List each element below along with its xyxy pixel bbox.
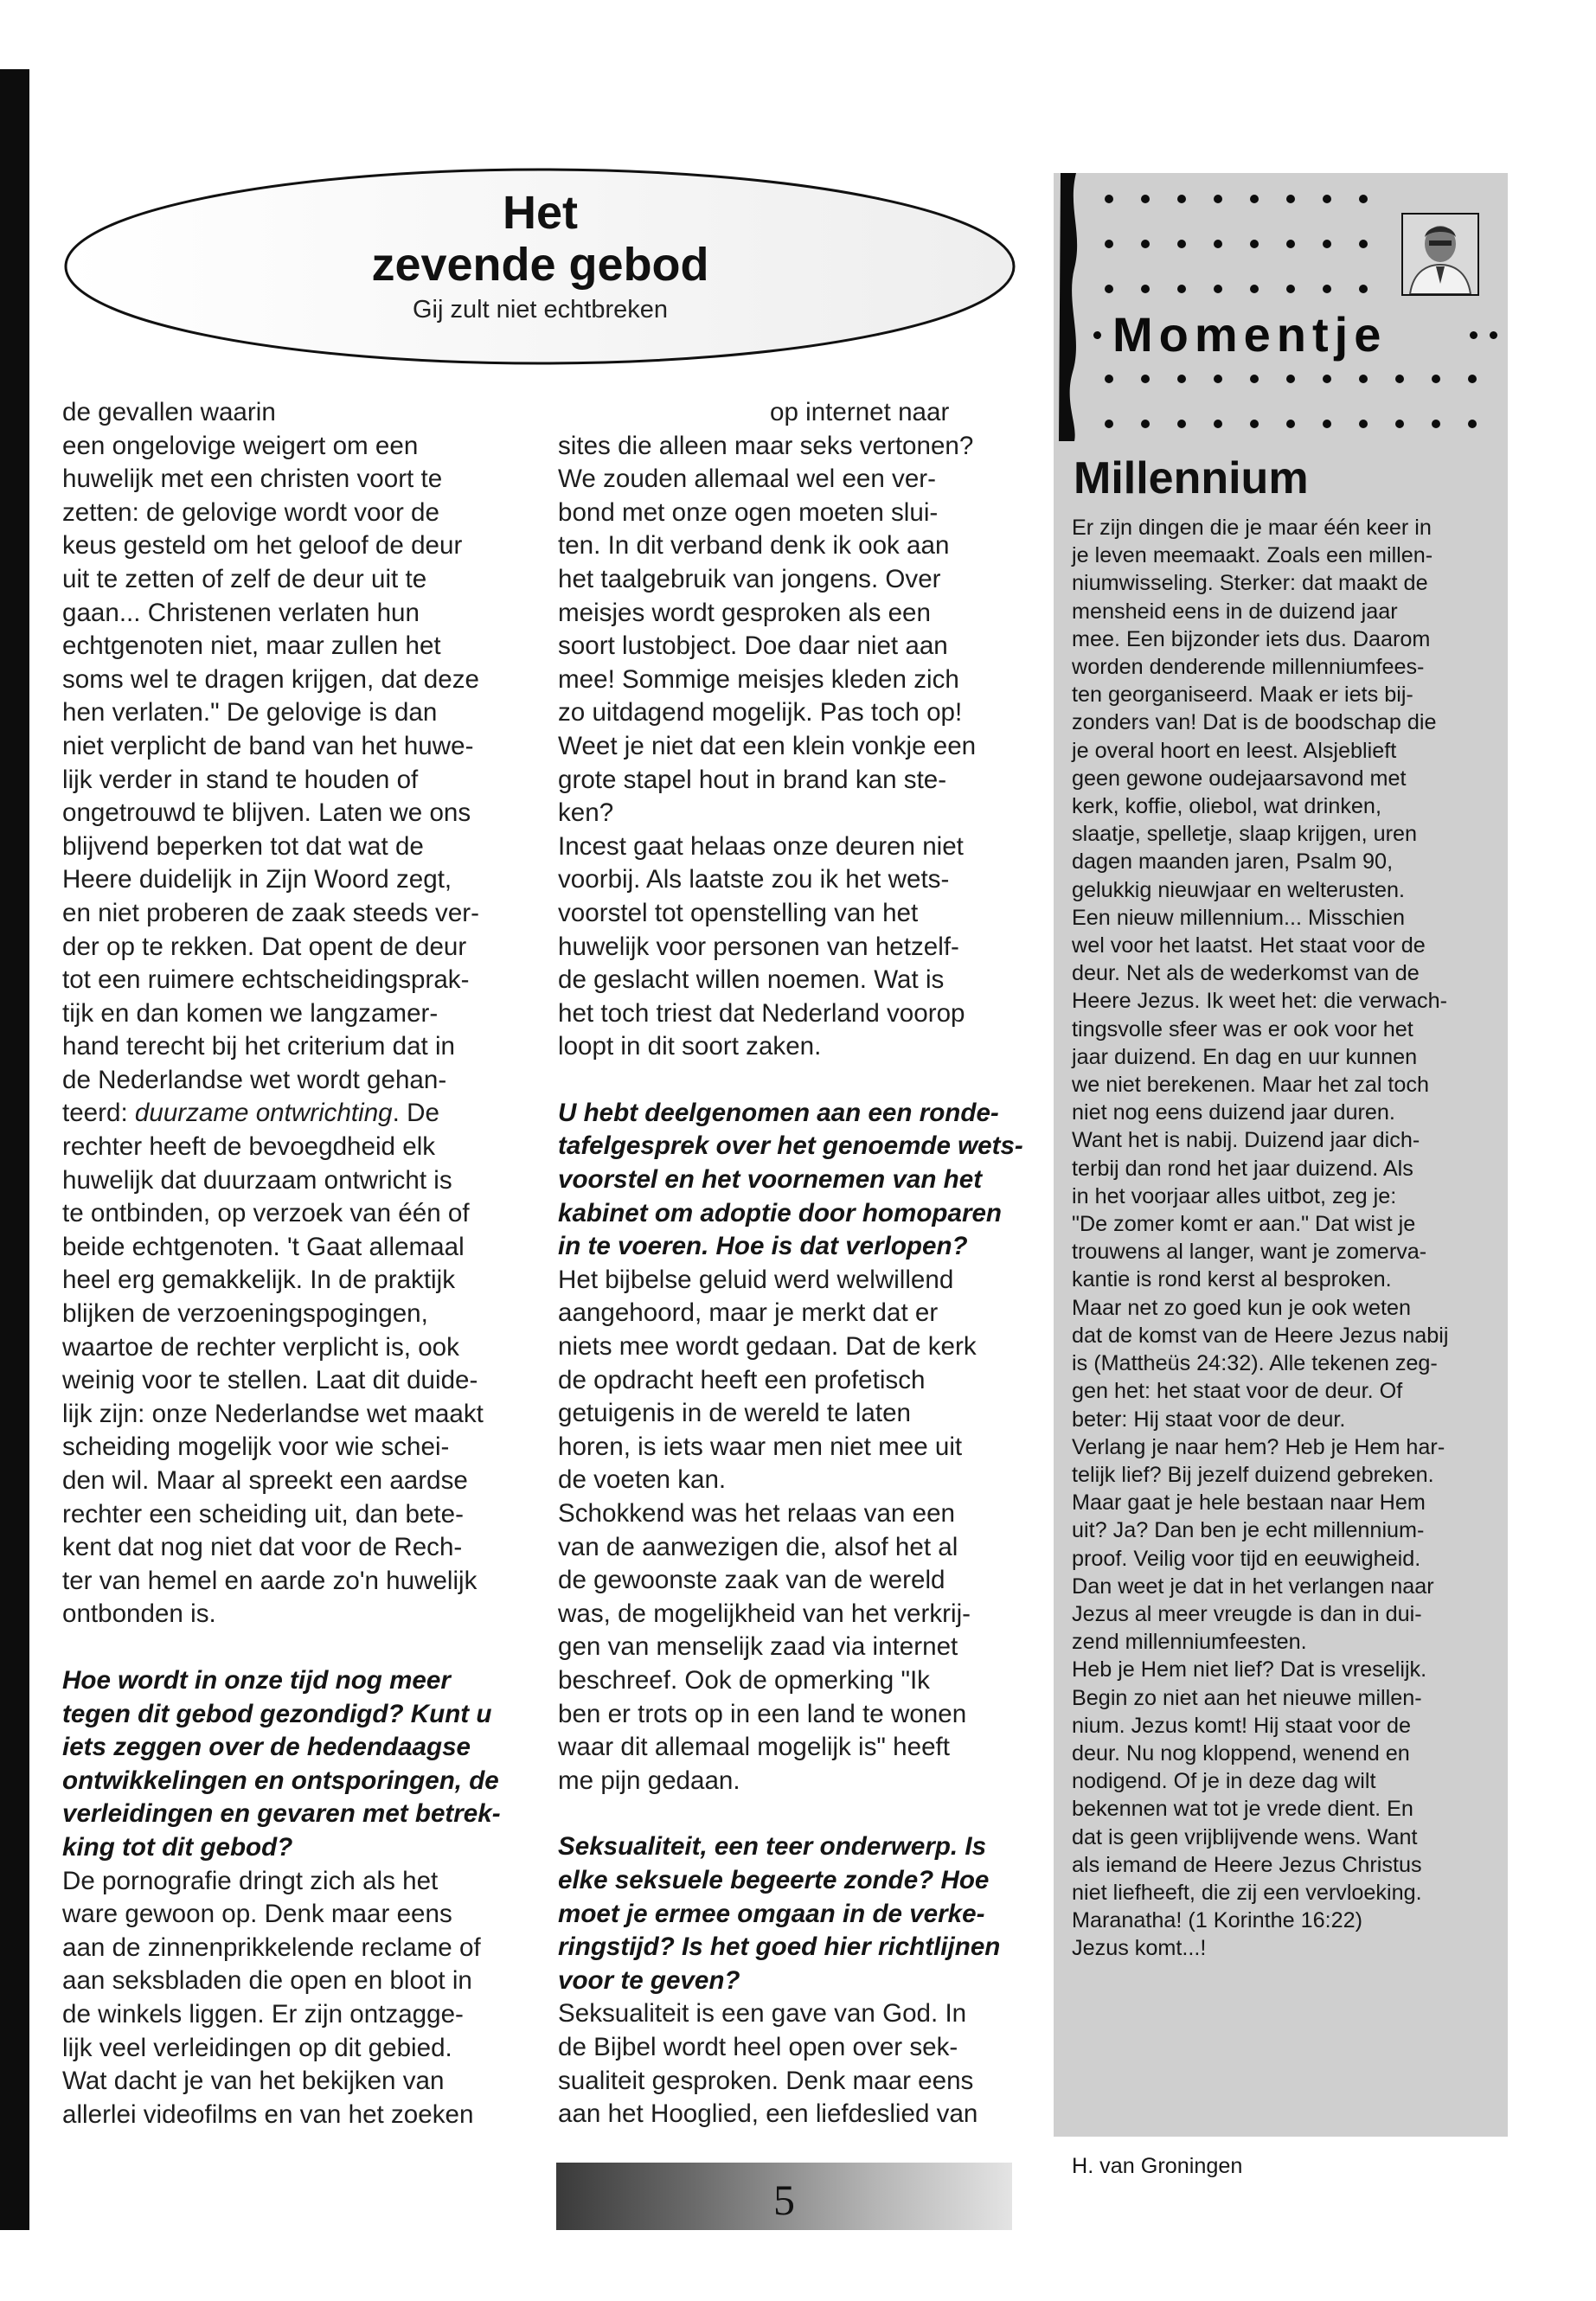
col1-paragraph-1 — [62, 396, 529, 1097]
decorative-dot — [1141, 285, 1150, 293]
text-line: lijk veel verleidingen op dit gebied. — [62, 2033, 452, 2062]
text-line: keus gesteld om het geloof de deur — [62, 531, 463, 561]
text-line: telijk lief? Bij jezelf duizend gebreken. — [1072, 1462, 1434, 1487]
text-line: wel voor het laatst. Het staat voor de — [1072, 933, 1426, 958]
article-subtitle: Gij zult niet echtbreken — [413, 296, 668, 324]
text-line: is (Mattheüs 24:32). Alle tekenen zeg- — [1072, 1351, 1438, 1376]
text-line: sites die alleen maar seks vertonen? — [558, 431, 974, 460]
text-line: als iemand de Heere Jezus Christus — [1072, 1852, 1422, 1877]
page-number-bar — [556, 2163, 1012, 2230]
text-line: zo uitdagend mogelijk. Pas toch op! — [558, 698, 963, 727]
text-line: Begin zo niet aan het nieuwe millen- — [1072, 1685, 1422, 1710]
decorative-dot — [1468, 375, 1477, 383]
text-line: proof. Veilig voor tijd en eeuwigheid. — [1072, 1546, 1421, 1571]
text-line: lijk verder in stand te houden of — [62, 765, 419, 794]
col2-interview-question-2 — [558, 1830, 1021, 1997]
text-line: deur. Nu nog kloppend, wenend en — [1072, 1740, 1410, 1766]
text-line: echtgenoten niet, maar zullen het — [62, 631, 441, 661]
text-line: We zouden allemaal wel een ver- — [558, 465, 937, 494]
text-line: een ongelovige weigert om een — [62, 431, 419, 460]
decorative-dot — [1177, 285, 1186, 293]
text-line: kantie is rond kerst al besproken. — [1072, 1267, 1392, 1292]
text-line: je leven meemaakt. Zoals een millen- — [1072, 543, 1433, 568]
article-header — [62, 164, 1018, 368]
text-line: tingsvolle sfeer was er ook voor het — [1072, 1016, 1413, 1042]
text-line: in te voeren. Hoe is dat verlopen? — [558, 1232, 968, 1261]
text-line: niet verplicht de band van het huwe- — [62, 731, 474, 760]
decorative-dot — [1177, 420, 1186, 428]
text-line: de Nederlandse wet wordt gehan- — [62, 1065, 447, 1094]
text-line: Seksualiteit, een teer onderwerp. Is — [558, 1832, 987, 1862]
text-line: de gewoonste zaak van de wereld — [558, 1566, 945, 1595]
text-line: ongetrouwd te blijven. Laten we ons — [62, 798, 471, 828]
col1-paragraph-2 — [62, 1131, 529, 1631]
text-line: trouwens al langer, want je zomerva- — [1072, 1240, 1427, 1265]
text-line: van de aanwezigen die, alsof het al — [558, 1532, 958, 1561]
decorative-dot — [1323, 195, 1331, 203]
text-line: elke seksuele begeerte zonde? Hoe — [558, 1865, 990, 1894]
text-line: weinig voor te stellen. Laat dit duide- — [62, 1366, 478, 1395]
text-line: ware gewoon op. Denk maar eens — [62, 1900, 452, 1929]
text-line: ken? — [558, 798, 614, 828]
article-title-line1: Het — [502, 187, 578, 239]
text-line: blijvend beperken tot dat wat de — [62, 831, 424, 861]
page-bottom-margin — [0, 2230, 1596, 2301]
decorative-dot — [1468, 420, 1477, 428]
decorative-dot — [1214, 240, 1222, 248]
text-line: de gevallen waarin — [62, 398, 276, 426]
col2-paragraph-3 — [558, 1997, 1021, 2131]
text-line: hen verlaten." De gelovige is dan — [62, 698, 438, 727]
decorative-dot — [1359, 195, 1368, 203]
text-line: Het bijbelse geluid werd welwillend — [558, 1265, 954, 1294]
text-line: soms wel te dragen krijgen, dat deze — [62, 664, 479, 694]
text-line: ten georganiseerd. Maak er iets bij- — [1072, 683, 1413, 708]
text-line: De pornografie dringt zich als het — [62, 1866, 439, 1895]
text-line: Een nieuw millennium... Misschien — [1072, 905, 1405, 930]
decorative-dot — [1359, 420, 1368, 428]
text-line: waar dit allemaal mogelijk is" heeft — [558, 1733, 950, 1762]
text-line: Verlang je naar hem? Heb je Hem har- — [1072, 1434, 1445, 1459]
page-number: 5 — [773, 2176, 795, 2224]
text-line: niet nog eens duizend jaar duren. — [1072, 1100, 1395, 1125]
text-line: ringstijd? Is het goed hier richtlijnen — [558, 1932, 1001, 1962]
decorative-dot — [1359, 375, 1368, 383]
decorative-dot — [1105, 420, 1113, 428]
decorative-dot — [1214, 285, 1222, 293]
author-signature: H. van Groningen — [1072, 2154, 1243, 2178]
text-line: voorstel tot openstelling van het — [558, 898, 919, 927]
text-line: heel erg gemakkelijk. In de praktijk — [62, 1266, 455, 1295]
decorative-dot — [1432, 420, 1440, 428]
text-line: verleidingen en gevaren met betrek- — [62, 1799, 501, 1829]
text-line: aan de zinnenprikkelende reclame of — [62, 1932, 481, 1962]
text-line: dat de komst van de Heere Jezus nabij — [1072, 1323, 1449, 1348]
text-line: niets mee wordt gedaan. Dat de kerk — [558, 1332, 977, 1362]
text-line: soort lustobject. Doe daar niet aan — [558, 631, 948, 661]
text-line: voorstel en het voornemen van het — [558, 1165, 983, 1195]
page-edge-bar — [0, 69, 29, 2232]
decorative-dot — [1141, 195, 1150, 203]
col2-paragraph-2 — [558, 1264, 1021, 1798]
text-line: loopt in dit soort zaken. — [558, 1032, 822, 1061]
text-line: gen het: het staat voor de deur. Of — [1072, 1379, 1403, 1404]
text-line: getuigenis in de wereld te laten — [558, 1399, 912, 1428]
text-line: je overal hoort en leest. Alsjeblieft — [1072, 738, 1397, 763]
text-line: Incest gaat helaas onze deuren niet — [558, 831, 964, 861]
text-line: tegen dit gebod gezondigd? Kunt u — [62, 1699, 492, 1728]
text-line: Maar net zo goed kun je ook weten — [1072, 1295, 1412, 1320]
text-line: me pijn gedaan. — [558, 1766, 740, 1795]
text-line: Heere Jezus. Ik weet het: die verwach- — [1072, 989, 1447, 1014]
text-line: ten. In dit verband denk ik ook aan — [558, 531, 950, 561]
col2-interview-question-1 — [558, 1097, 1021, 1264]
text-line: sualiteit gesproken. Denk maar eens — [558, 2066, 974, 2095]
text-line: Jezus komt...! — [1072, 1936, 1207, 1961]
decorative-dot — [1214, 420, 1222, 428]
text-line: het toch triest dat Nederland voorop — [558, 998, 965, 1028]
text-line: niet liefheeft, die zij een vervloeking. — [1072, 1880, 1422, 1905]
text-line: mee! Sommige meisjes kleden zich — [558, 664, 959, 694]
text-line: Want het is nabij. Duizend jaar dich- — [1072, 1128, 1420, 1153]
text-line: lijk zijn: onze Nederlandse wet maakt — [62, 1399, 484, 1428]
text-line: kabinet om adoptie door homoparen — [558, 1198, 1002, 1227]
text-line: Heere duidelijk in Zijn Woord zegt, — [62, 865, 452, 894]
col1-interview-question — [62, 1664, 529, 1865]
decorative-dot — [1359, 285, 1368, 293]
banner-dot — [1093, 331, 1101, 339]
text-line: waartoe de rechter verplicht is, ook — [62, 1332, 459, 1362]
text-line: beter: Hij staat voor de deur. — [1072, 1407, 1346, 1432]
momentje-banner — [1057, 173, 1507, 450]
banner-dot — [1470, 331, 1477, 339]
text-line: het taalgebruik van jongens. Over — [558, 564, 941, 593]
text-line: aangehoord, maar je merkt dat er — [558, 1298, 939, 1328]
decorative-dot — [1250, 375, 1259, 383]
author-photo — [1401, 213, 1479, 296]
text-line: Heb je Hem niet lief? Dat is vreselijk. — [1072, 1657, 1427, 1682]
text-line: moet je ermee omgaan in de verke- — [558, 1899, 985, 1928]
text-column-1 — [62, 396, 529, 2131]
text-line: dat is geen vrijblijvende wens. Want — [1072, 1824, 1418, 1849]
col1-text: teerd: — [62, 1099, 135, 1128]
text-line: aan het Hooglied, een liefdeslied van — [558, 2099, 978, 2129]
text-line: iets zeggen over de hedendaagse — [62, 1733, 471, 1762]
wave-bar-decoration — [1057, 173, 1092, 441]
decorative-dot — [1286, 375, 1295, 383]
text-line: U hebt deelgenomen aan een ronde- — [558, 1098, 999, 1127]
text-line: in het voorjaar alles uitbot, zeg je: — [1072, 1183, 1397, 1208]
text-column-2 — [558, 396, 1021, 2131]
text-line: Wat dacht je van het bekijken van — [62, 2067, 445, 2096]
sidebar-title: Millennium — [1074, 453, 1309, 503]
text-line: meisjes wordt gesproken als een — [558, 598, 931, 627]
text-line: scheiding mogelijk voor wie schei- — [62, 1433, 450, 1462]
text-line: de winkels liggen. Er zijn ontzagge- — [62, 1999, 464, 2029]
decorative-dot — [1214, 375, 1222, 383]
text-line: der op te rekken. Dat opent de deur — [62, 932, 467, 961]
text-line: aan seksbladen die open en bloot in — [62, 1966, 472, 1996]
text-line: grote stapel hout in brand kan ste- — [558, 765, 947, 794]
text-line: Weet je niet dat een klein vonkje een — [558, 731, 977, 760]
text-line: tafelgesprek over het genoemde wets- — [558, 1131, 1023, 1161]
col2-paragraph-1 — [558, 430, 1021, 1064]
decorative-dot — [1286, 240, 1295, 248]
text-line: huwelijk met een christen voort te — [62, 465, 443, 494]
text-line: ontwikkelingen en ontsporingen, de — [62, 1766, 499, 1795]
decorative-dot — [1141, 420, 1150, 428]
text-line: king tot dit gebod? — [62, 1832, 293, 1862]
text-line: hand terecht bij het criterium dat in — [62, 1032, 456, 1061]
text-line: beide echtgenoten. 't Gaat allemaal — [62, 1232, 465, 1261]
text-line: gelukkig nieuwjaar en welterusten. — [1072, 877, 1406, 902]
text-line: de voeten kan. — [558, 1465, 727, 1495]
text-line: terbij dan rond het jaar duizend. Als — [1072, 1156, 1413, 1181]
text-line: zetten: de gelovige wordt voor de — [62, 497, 439, 527]
text-line: tot een ruimere echtscheidingsprak- — [62, 965, 470, 995]
text-line: niumwisseling. Sterker: dat maakt de — [1072, 571, 1428, 596]
text-line: slaatje, spelletje, slaap krijgen, uren — [1072, 822, 1418, 847]
text-line: ben er trots op in een land te wonen — [558, 1699, 967, 1728]
decorative-dot — [1141, 375, 1150, 383]
text-line: allerlei videofilms en van het zoeken — [62, 2099, 474, 2129]
text-line: zend millenniumfeesten. — [1072, 1630, 1307, 1655]
text-line: Jezus al meer vreugde is dan in dui- — [1072, 1601, 1422, 1626]
text-line: Er zijn dingen die je maar één keer in — [1072, 516, 1432, 540]
text-line: we niet berekenen. Maar het zal toch — [1072, 1073, 1430, 1098]
text-line: Maar gaat je hele bestaan naar Hem — [1072, 1490, 1426, 1516]
col1-line-teerd — [62, 1097, 529, 1131]
decorative-dot — [1141, 240, 1150, 248]
decorative-dot — [1250, 285, 1259, 293]
col1-text: . De — [392, 1099, 439, 1128]
text-line: mee. Een bijzonder iets dus. Daarom — [1072, 626, 1431, 651]
text-line: kent dat nog niet dat voor de Rech- — [62, 1533, 463, 1562]
text-line: Schokkend was het relaas van een — [558, 1499, 955, 1528]
text-line: Maranatha! (1 Korinthe 16:22) — [1072, 1908, 1363, 1933]
text-line: ter van hemel en aarde zo'n huwelijk — [62, 1566, 478, 1595]
momentje-sidebar — [1054, 173, 1508, 2178]
text-line: gaan... Christenen verlaten hun — [62, 598, 420, 627]
decorative-dot — [1286, 420, 1295, 428]
decorative-dot — [1105, 375, 1113, 383]
text-line: en niet proberen de zaak steeds ver- — [62, 898, 480, 927]
decorative-dot — [1323, 420, 1331, 428]
decorative-dot — [1395, 375, 1404, 383]
decorative-dot — [1323, 240, 1331, 248]
text-line: horen, is iets waar men niet mee uit — [558, 1432, 963, 1461]
decorative-dot — [1105, 240, 1113, 248]
decorative-dot — [1105, 285, 1113, 293]
decorative-dot — [1250, 195, 1259, 203]
decorative-dot — [1250, 240, 1259, 248]
text-line: geen gewone oudejaarsavond met — [1072, 766, 1407, 791]
text-line: Seksualiteit is een gave van God. In — [558, 1999, 967, 2029]
text-line: te ontbinden, op verzoek van één of — [62, 1199, 470, 1228]
text-line: voor te geven? — [558, 1965, 740, 1995]
text-line: bond met onze ogen moeten slui- — [558, 497, 939, 527]
text-line: ontbonden is. — [62, 1599, 216, 1629]
text-line: tijk en dan komen we langzamer- — [62, 998, 439, 1028]
text-line: kerk, koffie, oliebol, wat drinken, — [1072, 794, 1381, 819]
decorative-dot — [1250, 420, 1259, 428]
text-line: deur. Net als de wederkomst van de — [1072, 961, 1420, 986]
decorative-dot — [1177, 375, 1186, 383]
text-line: uit te zetten of zelf de deur uit te — [62, 564, 427, 593]
text-line: worden denderende millenniumfees- — [1072, 655, 1425, 680]
text-line: Hoe wordt in onze tijd nog meer — [62, 1665, 451, 1695]
text-line: huwelijk voor personen van hetzelf- — [558, 932, 959, 961]
decorative-dot — [1214, 195, 1222, 203]
banner-dot — [1490, 331, 1497, 339]
sidebar-body — [1072, 514, 1504, 1963]
text-line: beschreef. Ook de opmerking "Ik — [558, 1665, 930, 1695]
decorative-dot — [1323, 375, 1331, 383]
decorative-dot — [1286, 195, 1295, 203]
text-line: de Bijbel wordt heel open over sek- — [558, 2032, 958, 2061]
text-line: nodigend. Of je in deze dag wilt — [1072, 1769, 1376, 1794]
text-line: was, de mogelijkheid van het verkrij- — [558, 1599, 971, 1628]
text-line: de opdracht heeft een profetisch — [558, 1365, 926, 1394]
text-line: dagen maanden jaren, Psalm 90, — [1072, 849, 1394, 875]
text-line: huwelijk dat duurzaam ontwricht is — [62, 1165, 452, 1195]
text-line: den wil. Maar al spreekt een aardse — [62, 1466, 468, 1495]
momentje-label: Momentje — [1107, 304, 1392, 365]
text-line: uit? Ja? Dan ben je echt millennium- — [1072, 1518, 1425, 1543]
decorative-dot — [1323, 285, 1331, 293]
text-line: blijken de verzoeningspogingen, — [62, 1299, 428, 1329]
text-line: mensheid eens in de duizend jaar — [1072, 599, 1398, 624]
text-line: zonders van! Dat is de boodschap die — [1072, 710, 1437, 735]
text-line: Dan weet je dat in het verlangen naar — [1072, 1574, 1434, 1599]
decorative-dot — [1395, 420, 1404, 428]
col1-italic-term: duurzame ontwrichting — [134, 1099, 393, 1128]
text-line: gen van menselijk zaad via internet — [558, 1632, 958, 1662]
text-line: rechter heeft de bevoegdheid elk — [62, 1132, 436, 1162]
article-title-line2: zevende gebod — [371, 239, 709, 291]
text-line: voorbij. Als laatste zou ik het wets- — [558, 865, 950, 894]
text-line: rechter een scheiding uit, dan bete- — [62, 1499, 464, 1529]
text-line: de geslacht willen noemen. Wat is — [558, 965, 945, 995]
decorative-dot — [1432, 375, 1440, 383]
decorative-dot — [1286, 285, 1295, 293]
decorative-dot — [1177, 240, 1186, 248]
text-line: "De zomer komt er aan." Dat wist je — [1072, 1212, 1416, 1237]
text-line: bekennen wat tot je vrede dient. En — [1072, 1797, 1413, 1822]
text-line: jaar duizend. En dag en uur kunnen — [1072, 1044, 1418, 1069]
col1-paragraph-3 — [62, 1865, 529, 2132]
text-line: nium. Jezus komt! Hij staat voor de — [1072, 1713, 1411, 1738]
decorative-dot — [1177, 195, 1186, 203]
col2-first-line: op internet naar — [770, 398, 950, 426]
decorative-dot — [1359, 240, 1368, 248]
decorative-dot — [1105, 195, 1113, 203]
